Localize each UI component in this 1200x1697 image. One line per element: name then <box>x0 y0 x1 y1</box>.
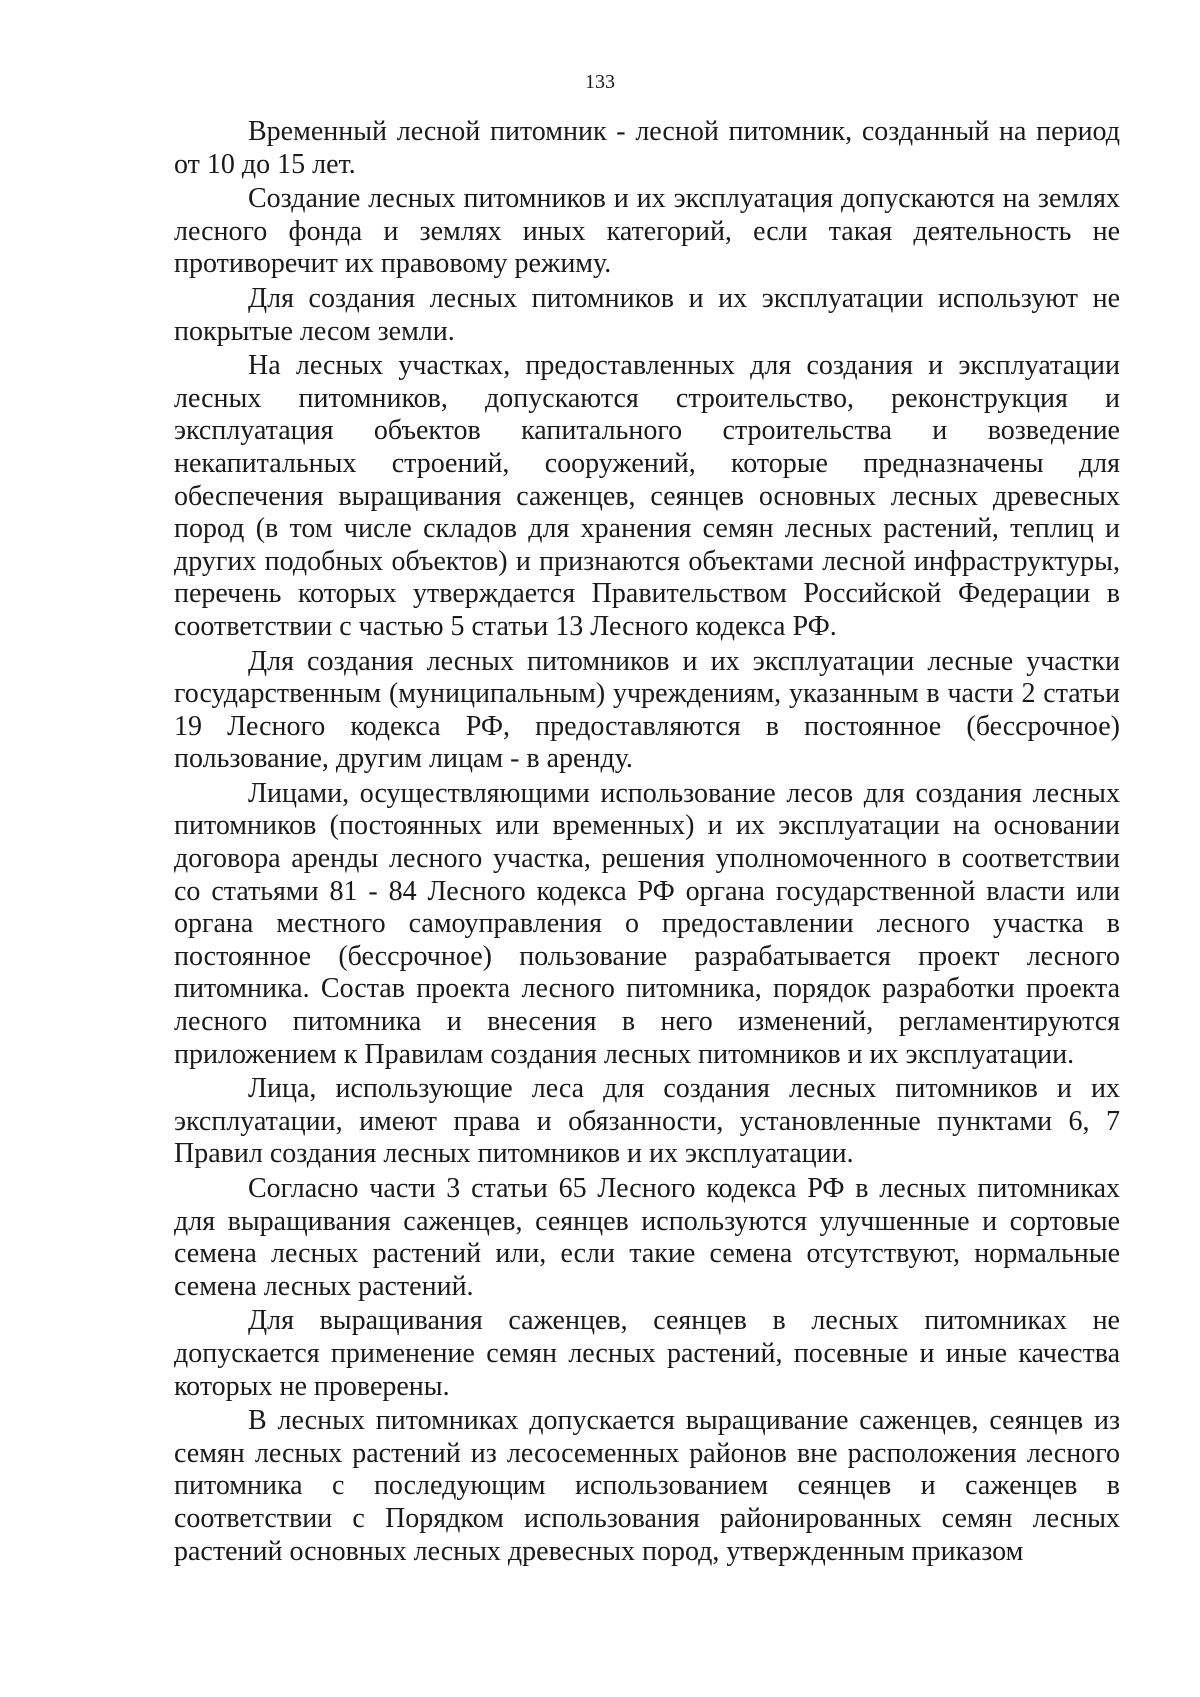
page-number: 133 <box>585 71 615 93</box>
paragraph-land-provision: Для создания лесных питомников и их эксплуатации лесные участки государственным (муниципальным) учреждениям, указанным в части 2 статьи 19 Лесного кодекса РФ, предоставляются в постоянное (бессрочное) пользование, другим лицам - в аренду. <box>174 645 1120 775</box>
paragraph-nursery-lands: Создание лесных питомников и их эксплуатация допускаются на землях лесного фонда и землях иных категорий, если такая деятельность не противоречит их правовому режиму. <box>174 183 1120 280</box>
paragraph-uncovered-lands: Для создания лесных питомников и их эксплуатации используют не покрытые лесом земли. <box>174 282 1120 347</box>
paragraph-nursery-project: Лицами, осуществляющими использование лесов для создания лесных питомников (постоянных или временных) и их эксплуатации на основании договора аренды лесного участка, решения уполномоченного в соответствии со статьями 81 - 84 Лесного кодекса РФ органа государственной власти или органа местного самоуправления о предоставлении лесного участка в постоянное (бессрочное) пользование разрабатывается проект лесного питомника. Состав проекта лесного питомника, порядок разработки проекта лесного питомника и внесения в него изменений, регламентируются приложением к Правилам создания лесных питомников и их эксплуатации. <box>174 777 1120 1070</box>
paragraph-unchecked-seeds: Для выращивания саженцев, сеянцев в лесных питомниках не допускается применение семян лесных растений, посевные и иные качества которых не проверены. <box>174 1305 1120 1402</box>
document-body <box>174 116 1120 1570</box>
paragraph-rights-obligations: Лица, использующие леса для создания лесных питомников и их эксплуатации, имеют права и обязанности, установленные пунктами 6, 7 Правил создания лесных питомников и их эксплуатации. <box>174 1073 1120 1170</box>
paragraph-construction-allowed: На лесных участках, предоставленных для создания и эксплуатации лесных питомников, допускаются строительство, реконструкция и эксплуатация объектов капитального строительства и возведение некапитальных строений, сооружений, которые предназначены для обеспечения выращивания саженцев, сеянцев основных лесных древесных пород (в том числе складов для хранения семян лесных растений, теплиц и других подобных объектов) и признаются объектами лесной инфраструктуры, перечень которых утверждается Правительством Российской Федерации в соответствии с частью 5 статьи 13 Лесного кодекса РФ. <box>174 350 1120 642</box>
paragraph-seed-regions: В лесных питомниках допускается выращивание саженцев, сеянцев из семян лесных растений из лесосеменных районов вне расположения лесного питомника с последующим использованием сеянцев и саженцев в соответствии с Порядком использования районированных семян лесных растений основных лесных древесных пород, утвержденным приказом <box>174 1405 1120 1567</box>
paragraph-temporary-nursery: Временный лесной питомник - лесной питомник, созданный на период от 10 до 15 лет. <box>174 116 1120 180</box>
paragraph-seeds-used: Согласно части 3 статьи 65 Лесного кодекса РФ в лесных питомниках для выращивания саженцев, сеянцев используются улучшенные и сортовые семена лесных растений или, если такие семена отсутствуют, нормальные семена лесных растений. <box>174 1173 1120 1302</box>
